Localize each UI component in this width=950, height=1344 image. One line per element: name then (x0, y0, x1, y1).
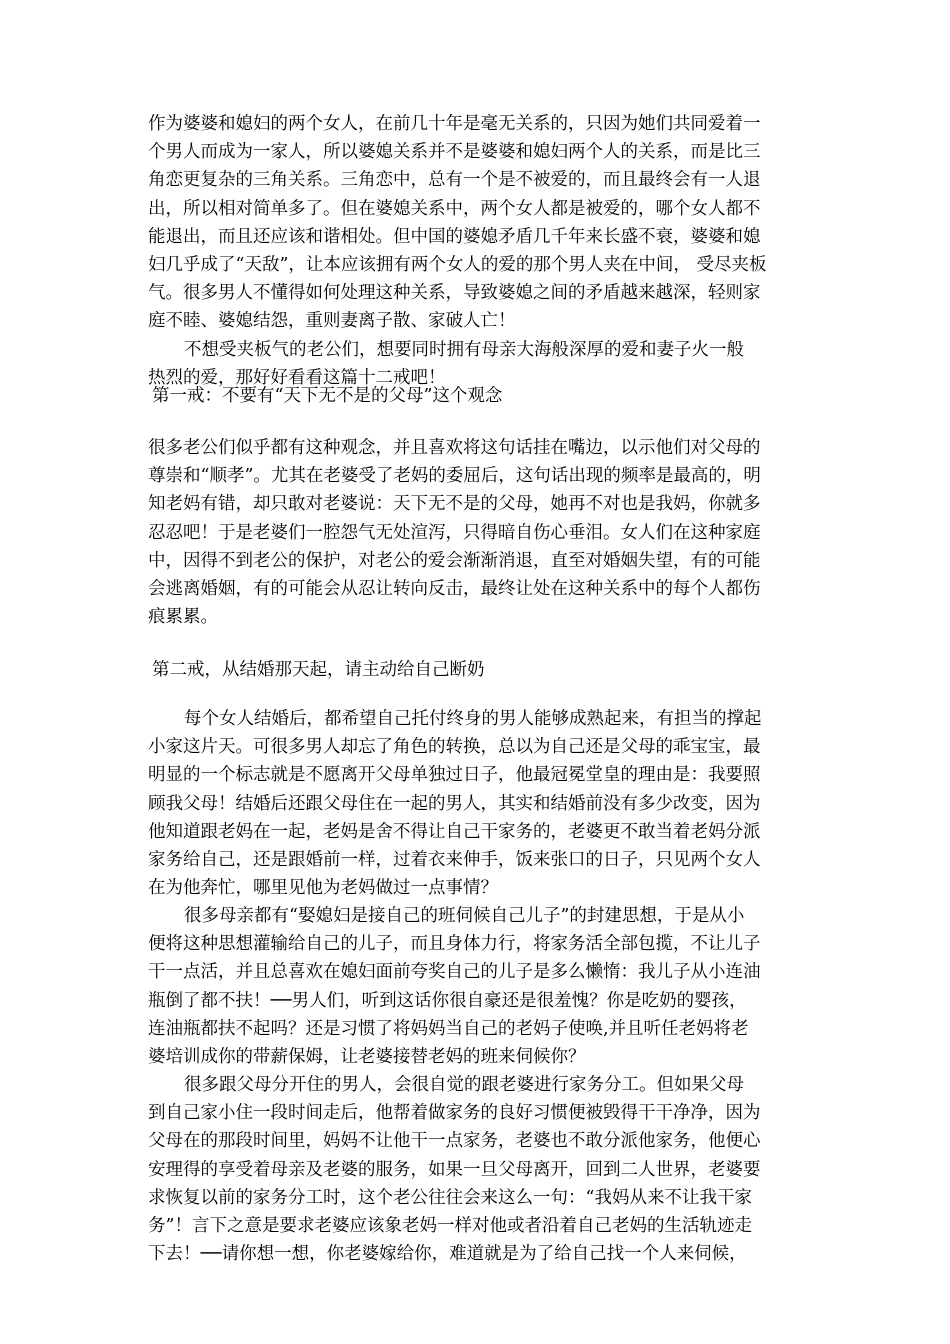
text-line: 角恋更复杂的三角关系。三角恋中，总有一个是不被爱的，而且最终会有一人退 (148, 170, 761, 191)
text-line: 安理得的享受着母亲及老婆的服务，如果一旦父母离开，回到二人世界，老婆要 (148, 1159, 761, 1180)
text-line: 热烈的爱，那好好看看这篇十二戒吧！ (148, 368, 446, 389)
text-line: 不想受夹板气的老公们，想要同时拥有母亲大海般深厚的爱和妻子火一般 (184, 340, 744, 360)
text-line: 妇几乎成了“天敌”，让本应该拥有两个女人的爱的那个男人夹在中间， 受尽夹板 (148, 254, 767, 275)
section1-paragraph (148, 434, 808, 631)
text-line: 务”！言下之意是要求老婆应该象老妈一样对他或者沿着自己老妈的生活轨迹走 (148, 1215, 752, 1236)
text-line: 尊崇和“顺孝”。尤其在老婆受了老妈的委屈后，这句话出现的频率是最高的，明 (148, 466, 761, 487)
text-line: 父母在的那段时间里，妈妈不让他干一点家务，老婆也不敢分派他家务，他便心 (148, 1131, 761, 1152)
section2-paragraph-3 (148, 1071, 808, 1268)
text-line: 很多老公们似乎都有这种观念，并且喜欢将这句话挂在嘴边，以示他们对父母的 (148, 438, 761, 458)
text-line: 连油瓶都扶不起吗？还是习惯了将妈妈当自己的老妈子使唤,并且听任老妈将老 (148, 1018, 749, 1039)
text-line: 到自己家小住一段时间走后，他帮着做家务的良好习惯便被毁得干干净净，因为 (148, 1103, 761, 1124)
section2-paragraph-1 (148, 705, 808, 902)
text-line: 很多跟父母分开住的男人，会很自觉的跟老婆进行家务分工。但如果父母 (184, 1075, 744, 1095)
text-line: 作为婆婆和媳妇的两个女人，在前几十年是毫无关系的，只因为她们共同爱着一 (148, 114, 761, 134)
text-line: 干一点活，并且总喜欢在媳妇面前夸奖自己的儿子是多么懒惰：我儿子从小连油 (148, 962, 761, 983)
section-heading-1: 第一戒：不要有“天下无不是的父母”这个观念 (152, 386, 503, 406)
text-line: 知老妈有错，却只敢对老婆说：天下无不是的父母，她再不对也是我妈，你就多 (148, 494, 761, 515)
text-line: 小家这片天。可很多男人却忘了角色的转换，总以为自己还是父母的乖宝宝，最 (148, 737, 761, 758)
section-heading-2: 第二戒，从结婚那天起，请主动给自己断奶 (152, 660, 485, 680)
text-line: 气。很多男人不懂得如何处理这种关系，导致婆媳之间的矛盾越来越深，轻则家 (148, 283, 761, 304)
intro-paragraph (148, 110, 808, 336)
text-line: 个男人而成为一家人，所以婆媳关系并不是婆婆和媳妇两个人的关系，而是比三 (148, 142, 761, 163)
text-line: 庭不睦、婆媳结怨，重则妻离子散、家破人亡！ (148, 311, 516, 332)
text-line: 很多母亲都有“娶媳妇是接自己的班伺候自己儿子”的封建思想，于是从小 (184, 906, 745, 926)
text-line: 每个女人结婚后，都希望自己托付终身的男人能够成熟起来，有担当的撑起 (184, 709, 762, 729)
text-line: 中，因得不到老公的保护，对老公的爱会渐渐消退，直至对婚姻失望，有的可能 (148, 550, 761, 571)
text-line: 他知道跟老妈在一起，老妈是舍不得让自己干家务的，老婆更不敢当着老妈分派 (148, 821, 761, 842)
text-line: 婆培训成你的带薪保姆，让老婆接替老妈的班来伺候你？ (148, 1046, 586, 1067)
text-line: 便将这种思想灌输给自己的儿子，而且身体力行，将家务活全部包揽，不让儿子 (148, 934, 761, 955)
text-line: 求恢复以前的家务分工时，这个老公往往会来这么一句：“我妈从来不让我干家 (148, 1187, 752, 1208)
text-line: 痕累累。 (148, 607, 218, 628)
text-line: 明显的一个标志就是不愿离开父母单独过日子，他最冠冕堂皇的理由是：我要照 (148, 765, 761, 786)
text-line: 在为他奔忙，哪里见他为老妈做过一点事情？ (148, 878, 498, 899)
text-line: 顾我父母！结婚后还跟父母住在一起的男人，其实和结婚前没有多少改变，因为 (148, 793, 761, 814)
text-line: 能退出，而且还应该和谐相处。但中国的婆媳矛盾几千年来长盛不衰，婆婆和媳 (148, 226, 761, 247)
text-line: 会逃离婚姻，有的可能会从忍让转向反击，最终让处在这种关系中的每个人都伤 (148, 578, 761, 599)
text-line: 忍忍吧！于是老婆们一腔怨气无处渲泻，只得暗自伤心垂泪。女人们在这种家庭 (148, 522, 761, 543)
text-line: 出，所以相对简单多了。但在婆媳关系中，两个女人都是被爱的，哪个女人都不 (148, 198, 761, 219)
section2-paragraph-2 (148, 902, 808, 1071)
text-line: 家务给自己，还是跟婚前一样，过着衣来伸手，饭来张口的日子，只见两个女人 (148, 849, 761, 870)
text-line: 瓶倒了都不扶！──男人们，听到这话你很自豪还是很羞愧？你是吃奶的婴孩， (148, 990, 747, 1011)
text-line: 下去！──请你想一想，你老婆嫁给你，难道就是为了给自己找一个人来伺候， (148, 1244, 747, 1265)
